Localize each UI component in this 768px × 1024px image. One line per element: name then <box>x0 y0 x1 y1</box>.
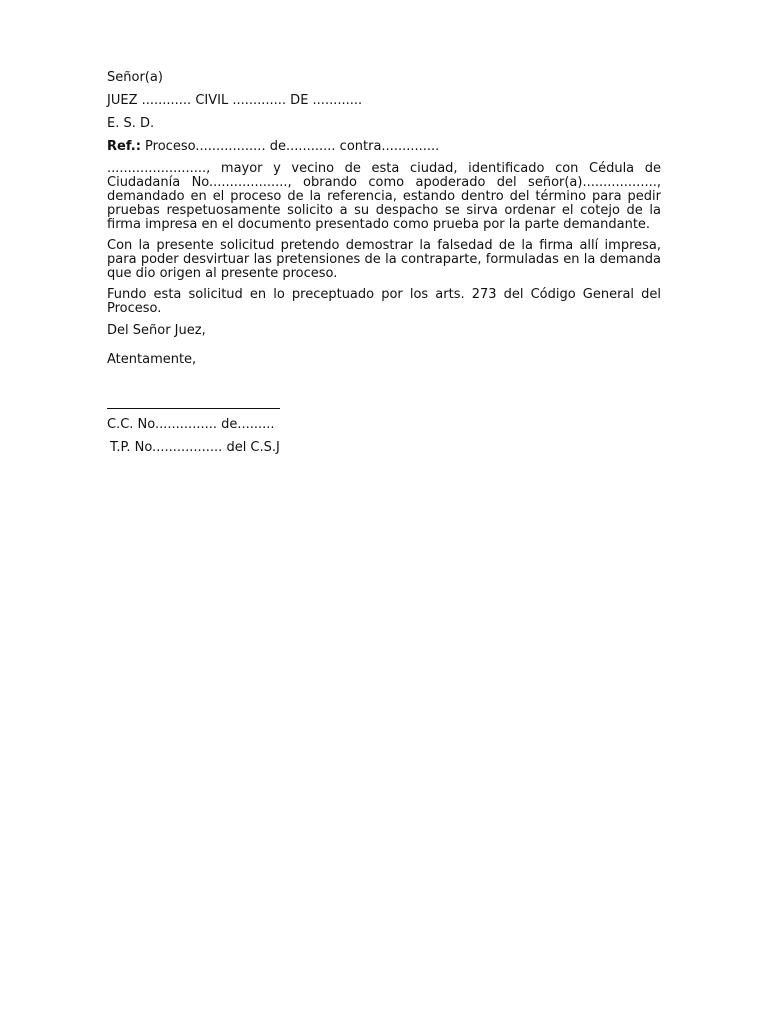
body-paragraph-1: ........................, mayor y vecino de esta ciudad, identificado con Cédula de Ciudadanía No..................., obrando como apoderado del señor(a).................., demandado en el proceso de la referencia, estando dentro del término para pedir pruebas respetuosamente solicito a su despacho se sirva ordenar el cotejo de la firma impresa en el documento presentado como prueba por la parte demandante. <box>107 161 661 232</box>
document-page <box>107 70 661 463</box>
body-paragraph-2: Con la presente solicitud pretendo demostrar la falsedad de la firma allí impresa, para poder desvirtuar las pretensiones de la contraparte, formuladas en la demanda que dio origen al presente proceso. <box>107 238 661 281</box>
cc-line: C.C. No............... de......... <box>107 417 275 432</box>
signature-space <box>107 375 661 408</box>
esd-line: E. S. D. <box>107 116 155 131</box>
closing-salutation: Del Señor Juez, <box>107 323 206 338</box>
reference-label: Ref.: <box>107 139 141 154</box>
body-paragraph-3: Fundo esta solicitud en lo preceptuado por los arts. 273 del Código General del Proceso. <box>107 287 661 316</box>
tp-line: T.P. No................. del C.S.J <box>110 440 280 455</box>
judge-line: JUEZ ............ CIVIL ............. DE ............ <box>107 93 363 108</box>
salutation: Señor(a) <box>107 70 163 85</box>
signature-line <box>107 408 280 409</box>
reference-text: Proceso................. de............ contra.............. <box>140 139 440 154</box>
closing-regards: Atentamente, <box>107 352 197 367</box>
reference-line <box>107 139 661 155</box>
